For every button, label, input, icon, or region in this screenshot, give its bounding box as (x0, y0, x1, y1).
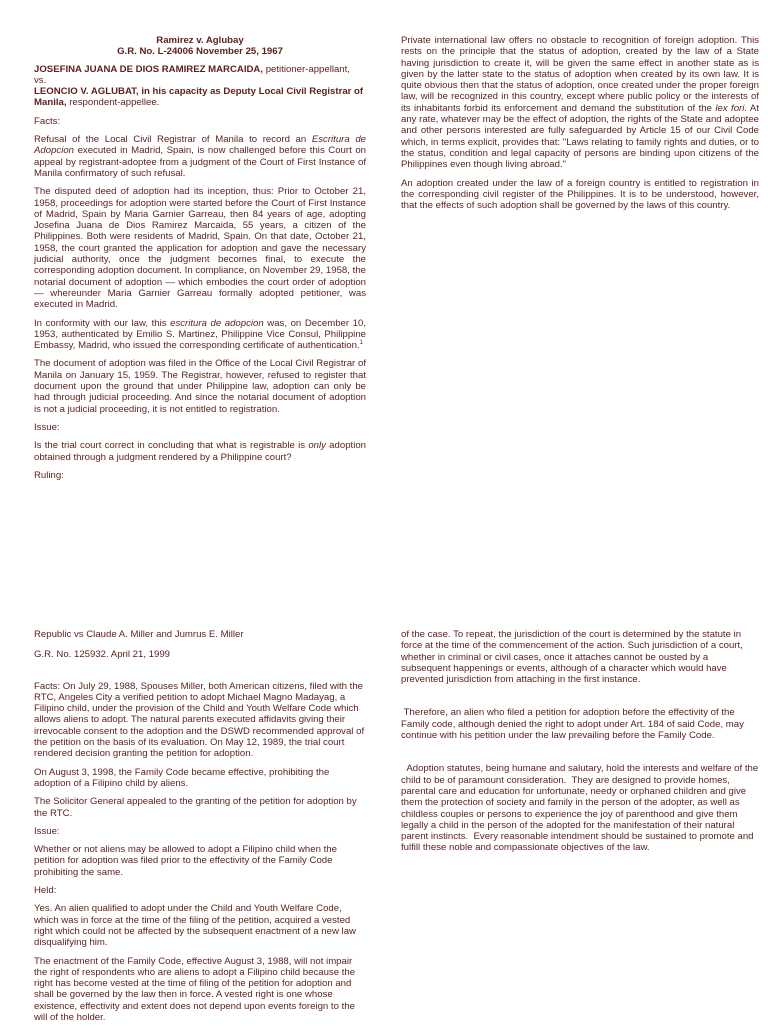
case2-gr-number: G.R. No. 125932. April 21, 1999 (34, 649, 170, 661)
case1-title: Ramirez v. Aglubay (156, 35, 244, 46)
case2-held-2: The enactment of the Family Code, effective August 3, 1988, will not impair the right of respondents who are aliens to adopt a Filipino child because the right has become vested at the time of filing of the petition for adoption and shall be governed by the law then in force. A vested right is one whose existence, effectivity and extent does not depend upon events foreign to the will of the holder. (34, 955, 356, 1024)
case2-ruling-3: Adoption statutes, being humane and salutary, hold the interests and welfare of the child to be of paramount consideration. They are designed to provide homes, parental care and education for unfortunate, needy or orphaned children and give them the protection of society and family in the person of the adopter, as well as childless couples or persons to experience the joy of parenthood and give them legally a child in the person of the adopted for the manifestation of their natural parent instincts. Every reasonable intendment should be sustained to promote and fulfill these noble and compassionate objectives of the law. (401, 763, 761, 854)
case2-left-column (34, 629, 366, 1030)
case1-parties (34, 64, 366, 109)
case2-facts: Facts: On July 29, 1988, Spouses Miller, both American citizens, filed with the RTC, Angeles City a verified petition to adopt Michael Magno Madayag, a Filipino child, under the provision of the Child and Youth Welfare Code which allows aliens to adopt. The natural parents executed affidavits giving their irrevocable consent to the adoption and the DSWD recommended approval of the petition on the basis of its evaluation. On May 12, 1989, the trial court rendered decision granting the petition for adoption. (34, 680, 365, 760)
respondent-name: LEONCIO V. AGLUBAT, in his capacity as Deputy Local Civil Registrar of Manila, (34, 86, 364, 109)
petitioner-name: JOSEFINA JUANA DE DIOS RAMIREZ MARCAIDA, (34, 63, 264, 75)
case1-left-column (34, 35, 366, 488)
case1-right-column (401, 35, 759, 218)
case2-facts-3: The Solicitor General appealed to the granting of the petition for adoption by the RTC. (34, 796, 357, 819)
case2-right-column (401, 629, 759, 861)
case2-held-1: Yes. An alien qualified to adopt under the Child and Youth Welfare Code, which was in force at the time of the filing of the petition, acquired a vested right which could not be affected by the subsequent enactment of a new law disqualifying him. (34, 903, 356, 949)
facts-heading: Facts: (34, 115, 61, 127)
facts-paragraph-1: Refusal of the Local Civil Registrar of Manila to record an Escritura de Adopcion executed in Madrid, Spain, is now challenged before this Court on appeal by registrant-adoptee from a judgment of the Court of First Instance of Manila confirmatory of such refusal. (34, 134, 366, 179)
facts-paragraph-3: In conformity with our law, this escritura de adopcion was, on December 10, 1953, authenticated by Emilio S. Martinez, Philippine Vice Consul, Philippine Embassy, Madrid, who issued the corresponding certificate of authentication.$^1$ (34, 317, 366, 352)
case2-title: Republic vs Claude A. Miller and Jumrus E. Miller (34, 629, 244, 640)
case2-issue-heading: Issue: (34, 825, 60, 837)
footnote-marker: 1 (359, 339, 363, 346)
versus: vs. (34, 74, 47, 86)
respondent-role: respondent-appellee. (66, 97, 160, 109)
case1-header (34, 35, 366, 58)
case1-gr-number: G.R. No. L-24006 November 25, 1967 (117, 46, 283, 58)
ruling-paragraph-1: Private international law offers no obstacle to recognition of foreign adoption. This rests on the principle that the status of adoption, created by the law of a State having jurisdiction to create it, will be given the same effect in another state as is given by the latter state to the status of adoption when created by its own law. It is quite obvious then that the status of adoption, once created under the proper foreign law, will be recognized in this country, except where public policy or the interests of its inhabitants forbid its enforcement and demand the substitution of the lex fori. At any rate, whatever may be the effect of adoption, the rights of the State and adoptee and other persons interested are fully safeguarded by Article 15 of our Civil Code which, in terms explicit, provides that: "Laws relating to family rights and duties, or to the status, condition and legal capacity of persons are binding upon citizens of the Philippines even though living abroad." (401, 35, 759, 171)
case2-issue-text: Whether or not aliens may be allowed to adopt a Filipino child when the petition for adoption was filed prior to the effectivity of the Family Code prohibiting the same. (34, 844, 337, 878)
ruling-paragraph-2: An adoption created under the law of a foreign country is entitled to registration in the corresponding civil register of the Philippines. It is to be understood, however, that the effects of such adoption shall be governed by the laws of this country. (401, 177, 759, 212)
case2-held-heading: Held: (34, 885, 57, 897)
facts-paragraph-2: The disputed deed of adoption had its inception, thus: Prior to October 21, 1958, proceedings for adoption were started before the Court of First Instance of Madrid, Spain by Maria Garnier Garreau, then 84 years of age, adopting Josefina Juana de Dios Ramirez Marcaida, 55 years, a citizen of the Philippines. Both were residents of Madrid, Spain. On that date, October 21, 1958, the court granted the application for adoption and gave the necessary judicial authority, once the judgment becomes final, to execute the corresponding adoption document. In compliance, on November 29, 1958, the notarial document of adoption — which embodies the court order of adoption — whereunder Maria Garnier Garreau formally adopted petitioner, was executed in Madrid. (34, 186, 366, 311)
ruling-heading: Ruling: (34, 469, 64, 481)
case2-ruling-2: Therefore, an alien who filed a petition for adoption before the effectivity of the Family code, although denied the right to adopt under Art. 184 of said Code, may continue with his petition under the law prevailing before the Family Code. (401, 707, 747, 742)
issue-text: Is the trial court correct in concluding that what is registrable is only adoption obtained through a judgment rendered by a Philippine court? (34, 440, 366, 463)
issue-heading: Issue: (34, 421, 60, 433)
case2-ruling-1: of the case. To repeat, the jurisdiction of the court is determined by the statute in force at the time of the commencement of the action. Such jurisdiction of a court, whether in criminal or civil cases, once it attaches cannot be ousted by a subsequent happenings or events, although of a character which would have prevented jurisdiction from attaching in the first instance. (401, 629, 743, 686)
facts-paragraph-4: The document of adoption was filed in the Office of the Local Civil Registrar of Manila on January 15, 1959. The Registrar, however, refused to register that document upon the ground that under Philippine law, adoption can only be had through judicial proceeding. And since the notarial document of adoption is not a judicial proceeding, it is not entitled to registration. (34, 358, 366, 415)
case2-facts-2: On August 3, 1998, the Family Code became effective, prohibiting the adoption of a Filipino child by aliens. (34, 766, 330, 789)
petitioner-role: petitioner-appellant, (263, 63, 350, 75)
